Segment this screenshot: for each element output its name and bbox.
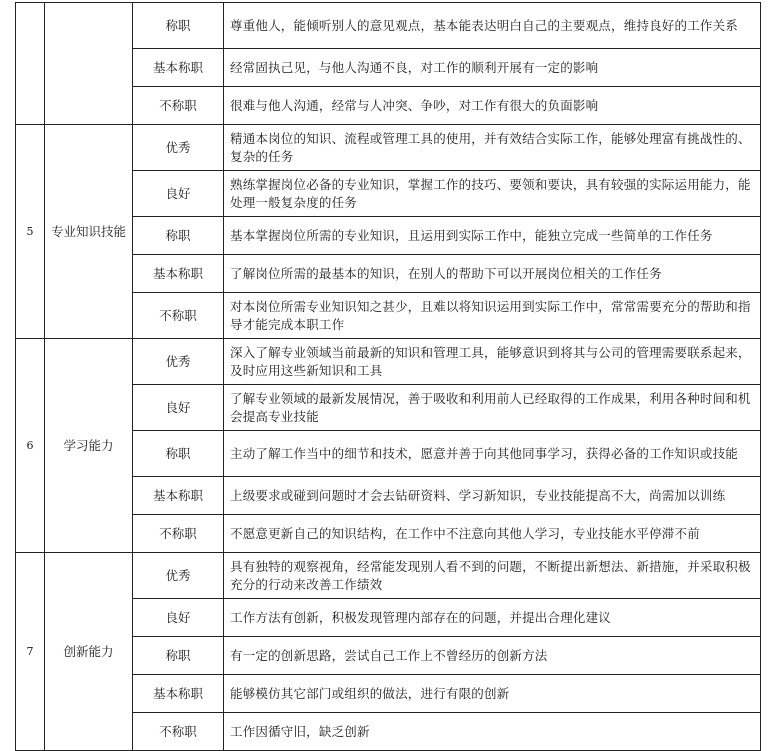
rating-level: 良好	[133, 171, 224, 217]
rating-description: 能够模仿其它部门或组织的做法，进行有限的创新	[224, 675, 761, 713]
rating-level: 优秀	[133, 553, 224, 599]
rating-description: 主动了解工作当中的细节和技术，愿意并善于向其他同事学习，获得必备的工作知识或技能	[224, 431, 761, 477]
rating-level: 基本称职	[133, 477, 224, 515]
table-row	[16, 339, 761, 385]
rating-level: 不称职	[133, 293, 224, 339]
rating-level: 不称职	[133, 87, 224, 125]
rating-level: 不称职	[133, 713, 224, 751]
rating-description: 工作因循守旧，缺乏创新	[224, 713, 761, 751]
rating-level: 优秀	[133, 125, 224, 171]
table-row	[16, 3, 761, 49]
rating-description: 工作方法有创新，积极发现管理内部存在的问题，并提出合理化建议	[224, 599, 761, 637]
rating-description: 很难与他人沟通，经常与人冲突、争吵，对工作有很大的负面影响	[224, 87, 761, 125]
rating-level: 基本称职	[133, 675, 224, 713]
rating-description: 上级要求或碰到问题时才会去钻研资料、学习新知识，专业技能提高不大，尚需加以训练	[224, 477, 761, 515]
table-row	[16, 553, 761, 599]
rating-level: 基本称职	[133, 255, 224, 293]
rating-description: 对本岗位所需专业知识知之甚少，且难以将知识运用到实际工作中，常常需要充分的帮助和指导才能完成本职工作	[224, 293, 761, 339]
rating-description: 熟练掌握岗位必备的专业知识，掌握工作的技巧、要领和要诀，具有较强的实际运用能力，能处理一般复杂度的任务	[224, 171, 761, 217]
rating-level: 称职	[133, 217, 224, 255]
rating-level: 良好	[133, 599, 224, 637]
rating-level: 称职	[133, 637, 224, 675]
group-index	[16, 3, 45, 125]
rating-description: 了解岗位所需的最基本的知识，在别人的帮助下可以开展岗位相关的工作任务	[224, 255, 761, 293]
rating-description: 有一定的创新思路，尝试自己工作上不曾经历的创新方法	[224, 637, 761, 675]
group-category	[45, 3, 133, 125]
group-category: 专业知识技能	[45, 125, 133, 339]
group-index: 5	[16, 125, 45, 339]
rating-description: 精通本岗位的知识、流程或管理工具的使用，并有效结合实际工作，能够处理富有挑战性的、复杂的任务	[224, 125, 761, 171]
group-index: 6	[16, 339, 45, 553]
rating-level: 基本称职	[133, 49, 224, 87]
rating-level: 不称职	[133, 515, 224, 553]
group-index: 7	[16, 553, 45, 751]
rating-description: 经常固执己见，与他人沟通不良，对工作的顺利开展有一定的影响	[224, 49, 761, 87]
rating-description: 不愿意更新自己的知识结构，在工作中不注意向其他人学习，专业技能水平停滞不前	[224, 515, 761, 553]
rating-level: 良好	[133, 385, 224, 431]
rating-description: 具有独特的观察视角，经常能发现别人看不到的问题，不断提出新想法、新措施，并采取积极充分的行动来改善工作绩效	[224, 553, 761, 599]
evaluation-table	[15, 2, 761, 751]
rating-description: 深入了解专业领域当前最新的知识和管理工具，能够意识到将其与公司的管理需要联系起来，及时应用这些新知识和工具	[224, 339, 761, 385]
rating-level: 称职	[133, 3, 224, 49]
rating-level: 优秀	[133, 339, 224, 385]
group-category: 学习能力	[45, 339, 133, 553]
rating-description: 了解专业领域的最新发展情况，善于吸收和利用前人已经取得的工作成果，利用各种时间和机会提高专业技能	[224, 385, 761, 431]
group-category: 创新能力	[45, 553, 133, 751]
rating-level: 称职	[133, 431, 224, 477]
table-row	[16, 125, 761, 171]
rating-description: 基本掌握岗位所需的专业知识，且运用到实际工作中，能独立完成一些简单的工作任务	[224, 217, 761, 255]
rating-description: 尊重他人，能倾听别人的意见观点，基本能表达明白自己的主要观点，维持良好的工作关系	[224, 3, 761, 49]
